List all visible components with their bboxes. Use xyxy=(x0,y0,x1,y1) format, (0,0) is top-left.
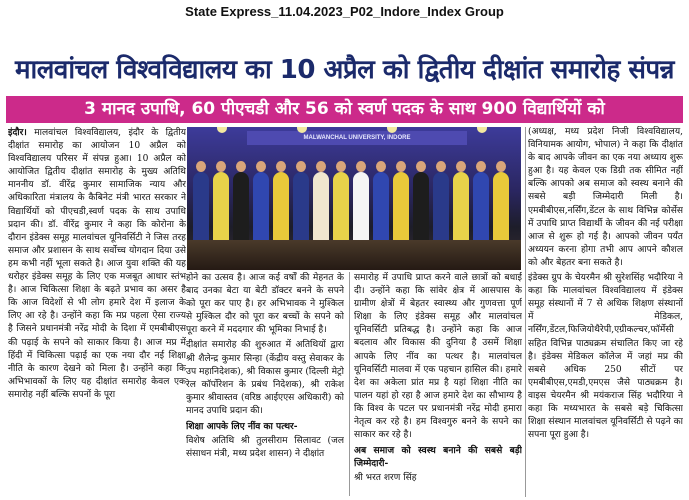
person-figure xyxy=(493,172,509,242)
stage-light xyxy=(477,127,487,133)
person-head xyxy=(456,161,466,172)
person-head xyxy=(296,161,306,172)
column-divider xyxy=(349,272,350,496)
person-head xyxy=(216,161,226,172)
person-head xyxy=(376,161,386,172)
person-head xyxy=(256,161,266,172)
column-divider xyxy=(525,127,526,497)
person-head xyxy=(396,161,406,172)
person-head xyxy=(416,161,426,172)
person-figure xyxy=(313,172,329,242)
person-head xyxy=(336,161,346,172)
person-head xyxy=(476,161,486,172)
person-figure xyxy=(333,172,349,242)
person-head xyxy=(496,161,506,172)
person-figure xyxy=(273,172,289,242)
person-head xyxy=(236,161,246,172)
person-figure xyxy=(253,172,269,242)
column-1-text: मालवांचल विश्वविद्यालय, इंदौर के द्वितीय दीक्षांत समारोह का आयोजन 10 अप्रैल को विश्वविद्यालय परिसर में संपन्न हुआ। 10 अप्रैल को आयोजित द्वितीय दीक्षांत समारोह के मुख्य अतिथि माननीय डॉ. वीरेंद्र कुमार सामाजिक न्याय और अधिकारिता मंत्रालय के कैबिनेट मंत्री भारत सरकार ने विद्यार्थियों को पीएचडी,स्वर्ण पदक के साथ उपाधि प्रदान की। डॉ. वीरेंद्र कुमार ने कहा कि कोरोना के दौरान इंडेक्स समूह मालवांचल यूनिवर्सिटी ने जिस तरह समाज और प्रशासन के साथ सर्वोच्च योगदान दिया उसे हम कभी नहीं भूला सकते है। आज युवा शक्ति की यह धरोहर इंडेक्स समूह के लिए एक मजबूत आधार स्तंभ है। आज चिकित्सा शिक्षा के बढ़ते प्रभाव का असर है कि आज विदेशों से भी लोग हमारे देश में इलाज के लिए आ रहे है। उन्होंने कहा कि मप्र पहला ऐसा राज्य है जिसने प्रधानमंत्री नरेंद्र मोदी के दिशा में एमबीबीएस की पढ़ाई के सपने को साकार किया है। आज मप्र में हिंदी में चिकित्सा पढ़ाई का एक नया दौर नई शिक्षा नीति के कारण देखने को मिला है। उन्होंने कहा कि अभिभावकों के लिए यह दीक्षांत समारोह केवल एक समारोह नहीं बल्कि सपनों के पूरा xyxy=(8,128,186,400)
convocation-photo xyxy=(187,127,521,270)
column-2-para-3: विशेष अतिथि श्री तुलसीराम सिलावट (जल संसाधन मंत्री, मध्य प्रदेश शासन) ने दीक्षांत xyxy=(186,436,344,460)
person-figure xyxy=(433,172,449,242)
column-3-para-2: श्री भरत शरण सिंह xyxy=(354,473,417,484)
column-3-heading: अब समाज को स्वस्थ बनाने की सबसे बड़ी जिम्मेदारी- xyxy=(354,445,522,470)
person-figure xyxy=(353,172,369,242)
column-2-para-2: दीक्षांत समारोह की शुरुआत में अतिथियों द्वारा श्री शैलेन्द्र कुमार सिन्हा (केंद्रीय वस्तु सेवाकर के उप महानिदेशक), श्री विकास कुमार (दिल्ली मेट्रो रेल कॉर्पोरेशन के प्रबंध निदेशक), श्री राकेश कुमार श्रीवास्तव (वरिष्ठ आईएएस अधिकारी) को मानद उपाधि प्रदान की। xyxy=(186,340,344,416)
source-line: State Express_11.04.2023_P02_Indore_Index Group xyxy=(185,4,504,19)
person-figure xyxy=(213,172,229,242)
dateline: इंदौर। xyxy=(8,127,27,138)
column-2-para-1: होने का उत्सव है। आज कई वर्षों की मेहनत के बाद उनका बेटा या बेटी डॉक्टर बनने के सपने को पूरा कर पाए है। हर अभिभावक ने मुश्किल से मुश्किल दौर को पूरा कर बच्चों के सपने को पूरा करने में मददगार की भूमिका निभाई है। xyxy=(186,273,344,336)
article-column-4 xyxy=(528,126,683,498)
column-2-heading: शिक्षा आपके लिए नींव का पत्थर- xyxy=(186,421,298,433)
column-3-para-1: समारोह में उपाधि प्राप्त करने वाले छात्रों को बधाई दी। उन्होंने कहा कि सांवेर क्षेत्र में आसपास के ग्रामीण क्षेत्रों में बेहतर स्वास्थ्य और गुणवत्ता पूर्ण शिक्षा के लिए इंडेक्स समूह और मालवांचल यूनिवर्सिटी प्रतिबद्ध है। उन्होंने कहा कि आज बदलाव और विकास की दुनिया है उसमें शिक्षा आपके लिए नींव का पत्थर है। मालवांचल यूनिवर्सिटी मालवा में एक पहचान हासिल की। हमारे देश का अकेला प्रांत मप्र है यहां शिक्षा नीति का पालन यहां हो रहा है आज हमारे देश का सौभाग्य है कि विश्व के पटल पर प्रधानमंत्री नरेंद्र मोदी हमारा नेतृत्व कर रहे है। हम विश्वगुरु बनने के सपने का साकार कर रहे है। xyxy=(354,273,522,441)
person-head xyxy=(436,161,446,172)
person-figure xyxy=(413,172,429,242)
column-4-para-1: (अध्यक्ष, मध्य प्रदेश निजी विश्वविद्यालय, विनियामक आयोग, भोपाल) ने कहा कि दीक्षांत के बाद आपके जीवन का एक नया अध्याय शुरू हुआ है। यह केवल एक डिग्री तक सीमित नहीं बल्कि आपको अब समाज को स्वस्थ बनाने की सबसे बड़ी जिम्मेदारी मिली है। एमबीबीएस,नर्सिंग,डेंटल के साथ विभिन्न कोर्सेस में उपाधि प्राप्त विद्यार्थी के जीवन की नई परीक्षा आज से शुरू हो गई है। आपको जीवन पर्यंत अध्ययन करना होगा तभी आप आपने कौशल को और बेहतर बना सकते है। xyxy=(528,127,683,268)
article-column-2 xyxy=(186,272,344,498)
subheadline: 3 मानद उपाधि, 60 पीएचडी और 56 को स्वर्ण पदक के साथ 900 विद्यार्थियों को xyxy=(6,96,683,123)
stage-light xyxy=(217,127,227,133)
article-column-1 xyxy=(8,126,186,498)
column-4-para-2: इंडेक्स ग्रुप के चेयरमैन श्री सुरेशसिंह भदौरिया ने कहा कि मालवांचल विश्वविद्यालय में इंडेक्स समूह संस्थानों में 7 से अधिक शिक्षण संस्थानों में मेडिकल, नर्सिंग,डेंटल,फिजियोथैरेपी,एग्रीकल्चर,फॉर्मेसी सहित विभिन्न पाठ्यक्रम संचालित किए जा रहे है। इंडेक्स मेडिकल कॉलेज में जहां मप्र की सबसे अधिक 250 सीटों पर एमबीबीएस,एमडी,एमएस जैसे पाठ्यक्रम है। वाइस चेयरमैन श्री मयंकराज सिंह भदौरिया ने कहा कि मध्यभारत के सबसे बड़े चिकित्सा शिक्षा संस्थान मालवांचल यूनिवर्सिटी से पढ़ने का सपना पूरा हुआ है। xyxy=(528,273,683,441)
person-head xyxy=(316,161,326,172)
stage-floor xyxy=(187,240,521,270)
person-figure xyxy=(453,172,469,242)
person-head xyxy=(196,161,206,172)
person-figure xyxy=(293,172,309,242)
person-head xyxy=(276,161,286,172)
person-figure xyxy=(473,172,489,242)
headline: मालवांचल विश्वविद्यालय का 10 अप्रैल को द्वितीय दीक्षांत समारोह संपन्न xyxy=(14,55,675,85)
stage-banner: MALWANCHAL UNIVERSITY, INDORE xyxy=(247,131,467,145)
person-figure xyxy=(393,172,409,242)
person-figure xyxy=(233,172,249,242)
person-head xyxy=(356,161,366,172)
article-column-3 xyxy=(354,272,522,498)
person-figure xyxy=(193,172,209,242)
person-figure xyxy=(373,172,389,242)
